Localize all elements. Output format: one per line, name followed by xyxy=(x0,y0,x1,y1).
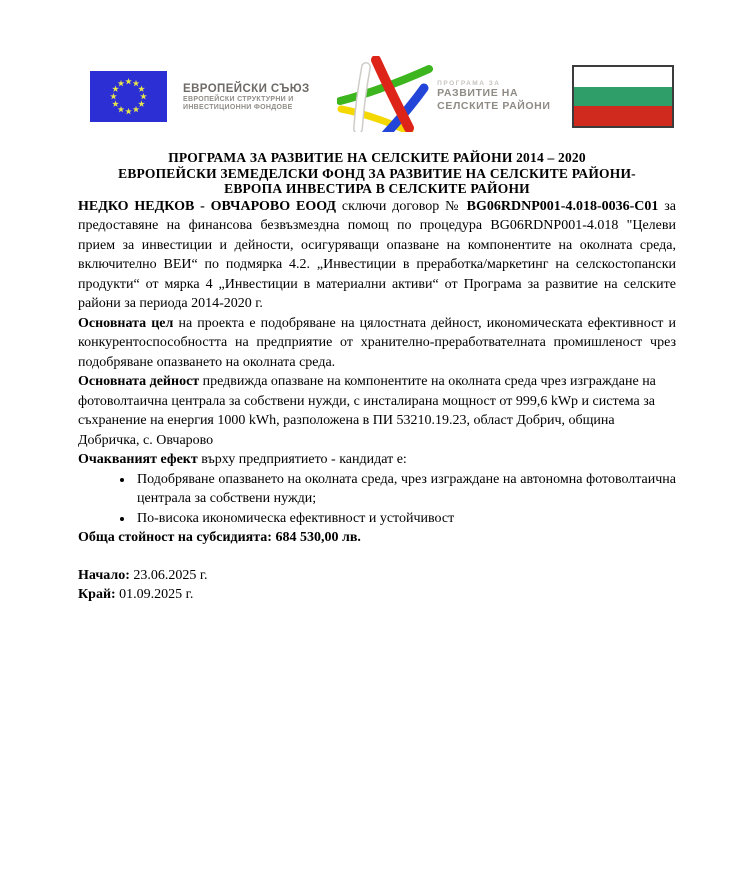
title-line-3: ЕВРОПА ИНВЕСТИРА В СЕЛСКИТЕ РАЙОНИ xyxy=(224,181,530,196)
start-date-label: Начало: xyxy=(78,567,130,583)
activity-text: предвижда опазване на компонентите на околната среда чрез изграждане на фотоволтаична централа за собствени нужди, с инсталирана мощност от 999,6 kWp и система за съхранение на енергия 1000 kWh, разположена в ПИ 53210.19.23, област Добрич, община Добричка, с. Овчарово xyxy=(78,374,656,448)
goal-paragraph xyxy=(78,314,676,373)
end-date-row xyxy=(78,585,676,605)
effect-heading xyxy=(78,450,676,470)
effect-heading-text: върху предприятието - кандидат е: xyxy=(197,452,407,467)
company-name: НЕДКО НЕДКОВ - ОВЧАРОВО ЕООД xyxy=(78,198,337,214)
eu-logo xyxy=(90,71,310,122)
goal-text: на проекта е подобряване на цялостната дейност, икономическата ефективност и конкурентоспособността на предприятие от хранително-преработвателната промишленост чрез подобряване опазването на околната среда. xyxy=(78,315,676,370)
rural-program-label-small: ПРОГРАМА ЗА xyxy=(437,80,501,87)
activity-paragraph xyxy=(78,372,676,450)
title-line-1: ПРОГРАМА ЗА РАЗВИТИЕ НА СЕЛСКИТЕ РАЙОНИ 2014 – 2020 xyxy=(168,150,586,165)
title-line-2: ЕВРОПЕЙСКИ ЗЕМЕДЕЛСКИ ФОНД ЗА РАЗВИТИЕ НА СЕЛСКИТЕ РАЙОНИ- xyxy=(118,165,636,181)
document-title xyxy=(78,150,676,197)
end-date-value: 01.09.2025 г. xyxy=(115,587,194,602)
document-body xyxy=(78,197,676,605)
rural-program-ribbons-icon xyxy=(337,56,433,137)
dates-block xyxy=(78,566,676,605)
rural-program-label-1: РАЗВИТИЕ НА xyxy=(437,87,519,99)
bulgaria-flag-icon xyxy=(572,65,674,128)
eu-flag-icon xyxy=(90,71,167,122)
start-date-row xyxy=(78,566,676,586)
effect-bullet-2: • По-висока икономическа ефективност и устойчивост xyxy=(134,509,676,529)
end-date-label: Край: xyxy=(78,587,116,602)
intro-rest-text: за предоставяне на финансова безвъзмездна помощ по процедура BG06RDNP001-4.018 "Целеви прием за инвестиции и дейности, осигуряващи опазване на компонентите на околната среда, включително ВЕИ“ по подмярка 4.2. „Инвестиции в преработка/маркетинг на селскостопански продукти“ от мярка 4 „Инвестиции в материални активи“ от Програма за развитие на селските райони за периода 2014-2020 г. xyxy=(78,198,676,311)
subsidy-total: Обща стойност на субсидията: 684 530,00 лв. xyxy=(78,530,361,545)
header-logos xyxy=(90,56,676,137)
start-date-value: 23.06.2025 г. xyxy=(129,567,208,583)
intro-mid-text: сключи договор № xyxy=(336,198,467,214)
goal-label: Основната цел xyxy=(78,315,174,331)
intro-paragraph xyxy=(78,197,676,314)
rural-program-logo xyxy=(337,56,550,137)
contract-number: BG06RDNP001-4.018-0036-C01 xyxy=(466,198,659,214)
effect-label: Очакваният ефект xyxy=(78,452,198,467)
eu-logo-subtitle-2: ИНВЕСТИЦИОННИ ФОНДОВЕ xyxy=(183,103,293,111)
rural-program-label-2: СЕЛСКИТЕ РАЙОНИ xyxy=(437,100,551,112)
eu-logo-subtitle-1: ЕВРОПЕЙСКИ СТРУКТУРНИ И xyxy=(183,95,294,103)
effect-bullet-list xyxy=(78,470,676,529)
activity-label: Основната дейност xyxy=(78,374,200,389)
effect-bullet-1: • Подобряване опазването на околната среда, чрез изграждане на автономна фотоволтаична централа за собствени нужди; xyxy=(134,470,676,509)
eu-logo-title: ЕВРОПЕЙСКИ СЪЮЗ xyxy=(183,82,310,95)
